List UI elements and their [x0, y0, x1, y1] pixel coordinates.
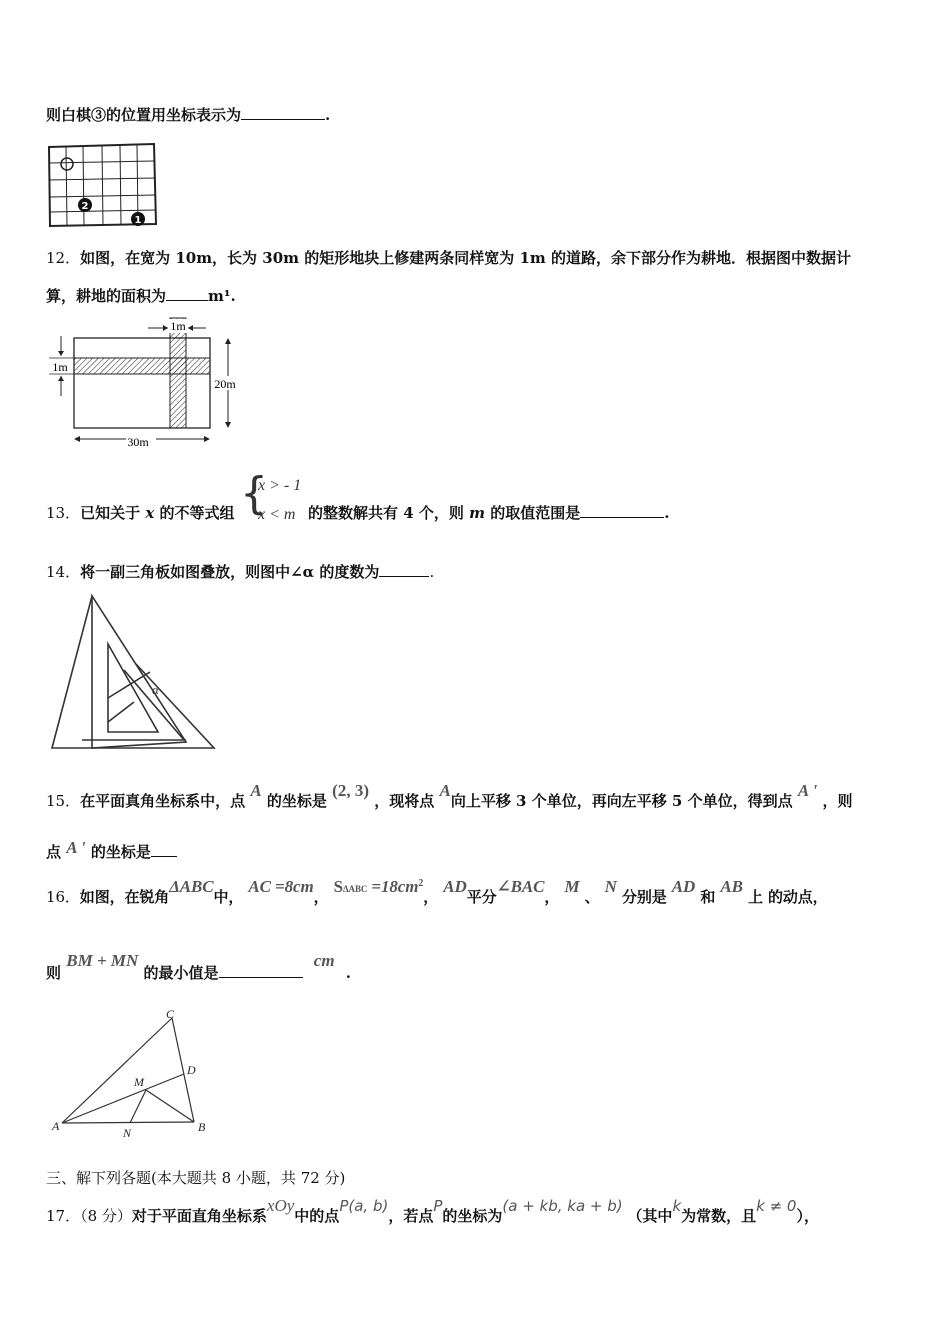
- q14-number: 14．: [46, 563, 81, 581]
- system-brace: {: [240, 468, 268, 519]
- section3-title: 三、解下列各题(本大题共 8 小题，共 72 分): [46, 1169, 346, 1187]
- point-D: D: [187, 1063, 196, 1077]
- q17-points: （8 分）: [80, 1207, 132, 1225]
- q17-point-P: P(a, b): [339, 1197, 389, 1215]
- q17-point-P2: P: [433, 1197, 443, 1215]
- q16-line2-mid: 的最小值是: [143, 964, 219, 982]
- q17-p7: ），: [796, 1207, 819, 1225]
- svg-text:1: 1: [134, 215, 142, 226]
- q16-blank: [219, 963, 303, 978]
- vertex-C: C: [166, 1007, 175, 1021]
- q17-expr: (a + kb, ka + b): [502, 1197, 623, 1215]
- system-line1: x > - 1: [258, 477, 302, 494]
- q11-text: 则白棋③的位置用坐标表示为: [46, 106, 242, 124]
- q17-line: [46, 1196, 819, 1226]
- q15-point-Aprime: A ': [797, 781, 818, 800]
- q16-ac: AC =8cm: [248, 877, 314, 896]
- q15-point-A2: A: [439, 781, 451, 800]
- q16-M: M: [564, 877, 580, 896]
- q13-line: [46, 502, 235, 523]
- q13-post2: 的取值范围是: [490, 504, 581, 522]
- q16-p4: 分别是: [621, 888, 667, 906]
- q16-p2: 中，: [213, 888, 244, 906]
- q13-end: .: [664, 504, 670, 522]
- vertex-A: A: [52, 1119, 60, 1133]
- point-N: N: [123, 1126, 132, 1140]
- q13-blank: [580, 503, 664, 518]
- q12-text1: 如图，在宽为 10m，长为 30m 的矩形地块上修建两条同样宽为 1m 的道路，余下部分作为耕地．根据图中数据计: [80, 249, 852, 267]
- q13-var-m: m: [469, 504, 485, 522]
- q16-dun: 、: [584, 888, 600, 906]
- q16-p3: 平分: [466, 888, 497, 906]
- q14-text: 将一副三角板如图叠放，则图中∠α 的度数为: [80, 563, 380, 581]
- q11-line: [46, 104, 330, 125]
- q15-line1: [46, 781, 853, 811]
- q17-p6: 为常数，且: [681, 1207, 757, 1225]
- q12-line2: [46, 285, 236, 306]
- q17-p3: ，若点: [388, 1207, 434, 1225]
- large-triangle: [52, 596, 214, 748]
- q16-end: .: [345, 964, 352, 982]
- q12-number: 12．: [46, 249, 81, 267]
- q17-p4: 的坐标为: [442, 1207, 503, 1225]
- q15-p4: 向上平移 3 个单位，再向左平移 5 个单位，得到点: [450, 792, 793, 810]
- q16-ad: AD: [443, 877, 467, 896]
- q13-pre: 已知关于: [80, 504, 141, 522]
- q17-number: 17．: [46, 1207, 81, 1225]
- q15-number: 15．: [46, 792, 81, 810]
- q11-end: .: [325, 106, 331, 124]
- q13-number: 13．: [46, 504, 81, 522]
- q13-post1: 的整数解共有 4 个，则: [308, 504, 464, 522]
- triangles-figure: [46, 592, 221, 754]
- q16-p5: 上 的动点，: [747, 888, 828, 906]
- q16-line2-pre: 则: [46, 964, 62, 982]
- q15-blank: [151, 842, 177, 857]
- q12-blank: [166, 286, 208, 301]
- label-road-top: 1m: [170, 319, 186, 333]
- field-rect: [74, 338, 210, 428]
- label-road-left: 1m: [52, 360, 68, 374]
- svg-text:2: 2: [81, 201, 89, 212]
- white-stone: [61, 158, 73, 170]
- q14-end: .: [429, 563, 435, 581]
- q15-line2-pre: 点: [46, 843, 62, 861]
- q12-unit: m¹.: [208, 287, 236, 305]
- q15-p1: 在平面真角坐标系中，点: [80, 792, 246, 810]
- q13-line-tail: [308, 502, 669, 523]
- label-width: 20m: [214, 377, 236, 391]
- q12-line1: [46, 247, 851, 268]
- q12-text2: 算，耕地的面积为: [46, 287, 167, 305]
- q16-area: $S\Delta ABC =18cm^2$: [333, 877, 424, 896]
- q16-angle: ∠BAC: [496, 877, 545, 896]
- q17-k: k: [672, 1197, 682, 1215]
- q16-ad2: AD: [671, 877, 696, 896]
- q15-line2: [46, 838, 177, 862]
- q15-point-Aprime2: A ': [66, 838, 86, 857]
- q17-xoy: xOy: [266, 1196, 295, 1215]
- q17-p5: （其中: [627, 1207, 673, 1225]
- point-M: M: [134, 1075, 144, 1089]
- q16-N: N: [604, 877, 617, 896]
- q16-line2: [46, 951, 352, 983]
- q16-ab: AB: [720, 877, 743, 896]
- abc-triangle-figure: [50, 1006, 220, 1140]
- q15-line2-post: 的坐标是: [90, 843, 151, 861]
- q15-coord: (2, 3): [332, 781, 369, 800]
- q16-he: 和: [700, 888, 716, 906]
- q17-p1: 对于平面直角坐标系: [131, 1207, 267, 1225]
- q16-line1: [46, 877, 828, 907]
- q13-var-x: x: [145, 504, 155, 522]
- q16-comma3: ，: [544, 888, 560, 906]
- q15-p3: ，现将点: [374, 792, 435, 810]
- q16-number: 16．: [46, 888, 80, 906]
- q15-p5: ，则: [822, 792, 853, 810]
- q15-point-A: A: [250, 781, 262, 800]
- q16-p1: 如图，在锐角: [79, 888, 170, 906]
- vertical-road: [170, 318, 186, 428]
- label-length: 30m: [127, 435, 149, 449]
- vertex-B: B: [198, 1120, 206, 1134]
- q16-unit: cm: [313, 951, 335, 970]
- alpha-label: α: [152, 682, 159, 697]
- q15-p2: 的坐标是: [266, 792, 327, 810]
- field-figure: [44, 316, 254, 450]
- system-line2: x < m: [258, 506, 296, 523]
- q14-line: [46, 561, 434, 582]
- q16-comma1: ，: [313, 888, 329, 906]
- q17-p2: 中的点: [294, 1207, 340, 1225]
- q16-triangle: ΔABC: [169, 877, 214, 896]
- q14-blank: [379, 562, 429, 577]
- q11-blank: [241, 105, 325, 120]
- q13-mid: 的不等式组: [159, 504, 235, 522]
- q16-comma2: ，: [423, 888, 439, 906]
- q17-cond: k ≠ 0: [756, 1197, 797, 1215]
- go-board-figure: [44, 142, 160, 228]
- q16-expr: BM + MN: [66, 951, 139, 970]
- horizontal-road: [74, 358, 210, 374]
